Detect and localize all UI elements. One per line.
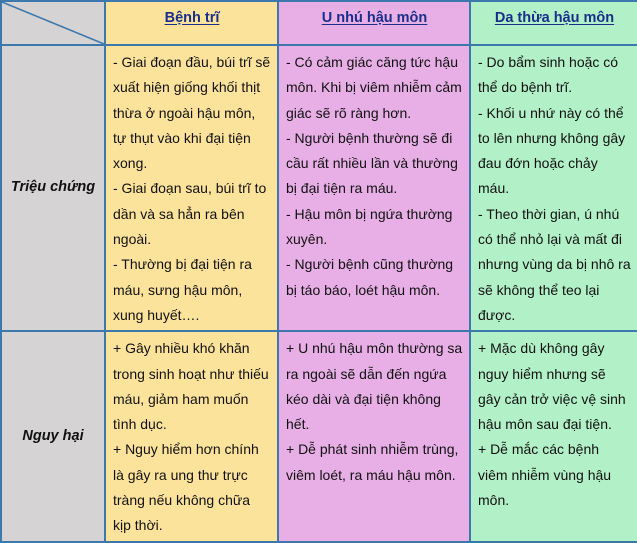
corner-cell [1,1,105,45]
cell-symptoms-benh-tri [105,45,278,331]
column-header-benh-tri: Bệnh trĩ [105,1,278,45]
list-item: - Giai đoạn đầu, búi trĩ sẽ xuất hiện giống khối thịt thừa ở ngoài hậu môn, tự thụt vào khi đại tiện xong. [113,54,271,172]
table-row-harm [1,331,637,541]
column-header-u-nhu-hau-mon: U nhú hậu môn [278,1,470,45]
list-item: + Nguy hiểm hơn chính là gây ra ung thư trực tràng nếu không chữa kịp thời. [113,441,259,534]
list-item: + Mặc dù không gây nguy hiểm nhưng sẽ gây cản trở việc vệ sinh hậu môn sau đại tiện. [478,340,626,433]
row-label-symptoms: Triệu chứng [1,45,105,331]
table-row-symptoms [1,45,637,331]
cell-harm-u-nhu [278,331,470,541]
list-item: - Thường bị đại tiện ra máu, sưng hậu môn, xung huyết…. [113,256,252,323]
list-item: - Khối u nhứ này có thể to lên nhưng không gây đau đớn hoặc chảy máu. [478,104,626,197]
cell-symptoms-u-nhu [278,45,470,331]
cell-symptoms-da-thua [470,45,637,331]
cell-harm-da-thua [470,331,637,541]
list-item: + Dễ phát sinh nhiễm trùng, viêm loét, ra máu hậu môn. [286,441,459,483]
list-item: + U nhú hậu môn thường sa ra ngoài sẽ dẫn đến ngứa kéo dài và đại tiện không hết. [286,340,463,433]
list-item: + Gây nhiều khó khăn trong sinh hoạt như thiếu máu, giảm ham muốn tình dục. [113,340,269,433]
list-item: - Người bệnh cũng thường bị táo báo, loét hậu môn. [286,256,454,298]
list-item: + Dễ mắc các bệnh viêm nhiễm vùng hậu môn. [478,441,612,509]
cell-harm-benh-tri [105,331,278,541]
list-item: - Theo thời gian, ú nhú có thể nhỏ lại và mất đi nhưng vùng da bị nhô ra sẽ không thể teo lại được. [478,205,631,323]
row-label-harm: Nguy hại [1,331,105,541]
column-header-da-thua-hau-mon: Da thừa hậu môn [470,1,637,45]
list-item: - Giai đoạn sau, búi trĩ to dần và sa hẳn ra bên ngoài. [113,180,267,248]
header-row [1,1,637,45]
list-item: - Người bệnh thường sẽ đi cầu rất nhiều lần và thường bị đại tiện ra máu. [286,129,458,197]
list-item: - Có cảm giác căng tức hậu môn. Khi bị viêm nhiễm cảm giác sẽ rõ ràng hơn. [286,54,462,121]
list-item: - Hậu môn bị ngứa thường xuyên. [286,205,453,248]
diagonal-line-icon [2,2,104,44]
list-item: - Do bẩm sinh hoặc có thể do bệnh trĩ. [478,54,619,96]
